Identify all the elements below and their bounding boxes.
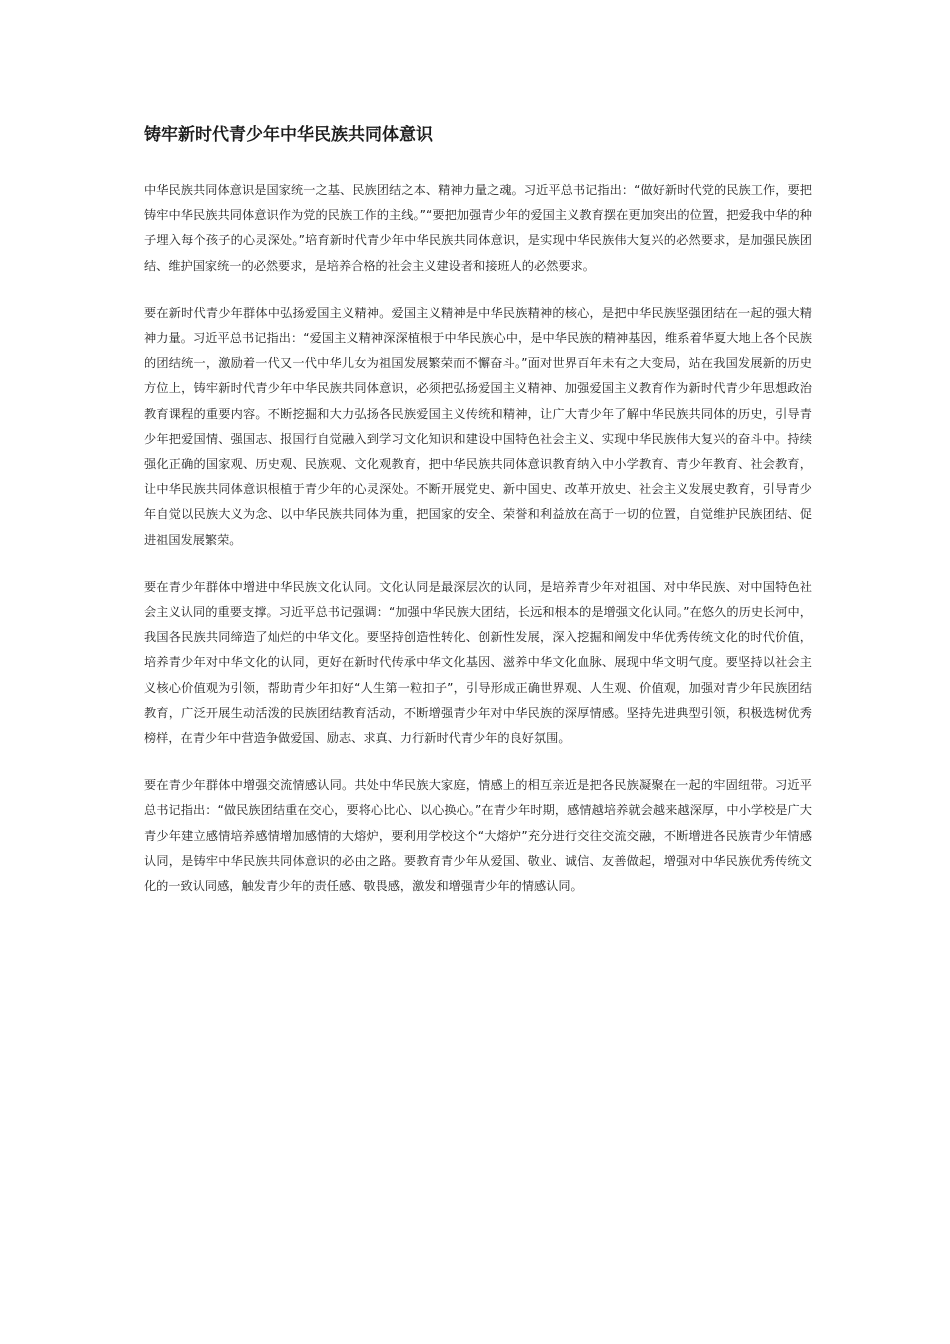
document-body	[144, 178, 812, 921]
paragraph-emotional-identity: 要在青少年群体中增强交流情感认同。共处中华民族大家庭，情感上的相互亲近是把各民族凝聚在一起的牢固纽带。习近平总书记指出：“做民族团结重在交心，要将心比心、以心换心。”在青少年时期，感情越培养就会越来越深厚，中小学校是广大青少年建立感情培养感情增加感情的大熔炉，要利用学校这个“大熔炉”充分进行交往交流交融，不断增进各民族青少年情感认同，是铸牢中华民族共同体意识的必由之路。要教育青少年从爱国、敬业、诚信、友善做起，增强对中华民族优秀传统文化的一致认同感，触发青少年的责任感、敬畏感，激发和增强青少年的情感认同。	[144, 778, 812, 894]
document-title: 铸牢新时代青少年中华民族共同体意识	[144, 125, 433, 145]
paragraph-patriotism: 要在新时代青少年群体中弘扬爱国主义精神。爱国主义精神是中华民族精神的核心，是把中华民族坚强团结在一起的强大精神力量。习近平总书记指出：“爱国主义精神深深植根于中华民族心中，是中华民族的精神基因，维系着华夏大地上各个民族的团结统一，激励着一代又一代中华儿女为祖国发展繁荣而不懈奋斗。”面对世界百年未有之大变局，站在我国发展新的历史方位上，铸牢新时代青少年中华民族共同体意识，必须把弘扬爱国主义精神、加强爱国主义教育作为新时代青少年思想政治教育课程的重要内容。不断挖掘和大力弘扬各民族爱国主义传统和精神，让广大青少年了解中华民族共同体的历史，引导青少年把爱国情、强国志、报国行自觉融入到学习文化知识和建设中国特色社会主义、实现中华民族伟大复兴的奋斗中。持续强化正确的国家观、历史观、民族观、文化观教育，把中华民族共同体意识教育纳入中小学教育、青少年教育、社会教育，让中华民族共同体意识根植于青少年的心灵深处。不断开展党史、新中国史、改革开放史、社会主义发展史教育，引导青少年自觉以民族大义为念、以中华民族共同体为重，把国家的安全、荣誉和利益放在高于一切的位置，自觉维护民族团结、促进祖国发展繁荣。	[144, 305, 812, 547]
paragraph-intro: 中华民族共同体意识是国家统一之基、民族团结之本、精神力量之魂。习近平总书记指出：“做好新时代党的民族工作，要把铸牢中华民族共同体意识作为党的民族工作的主线。”“要把加强青少年的爱国主义教育摆在更加突出的位置，把爱我中华的种子埋入每个孩子的心灵深处。”培育新时代青少年中华民族共同体意识，是实现中华民族伟大复兴的必然要求，是加强民族团结、维护国家统一的必然要求，是培养合格的社会主义建设者和接班人的必然要求。	[144, 183, 812, 273]
paragraph-cultural-identity: 要在青少年群体中增进中华民族文化认同。文化认同是最深层次的认同，是培养青少年对祖国、对中华民族、对中国特色社会主义认同的重要支撑。习近平总书记强调：“加强中华民族大团结，长远和根本的是增强文化认同。”在悠久的历史长河中，我国各民族共同缔造了灿烂的中华文化。要坚持创造性转化、创新性发展，深入挖掘和阐发中华优秀传统文化的时代价值，培养青少年对中华文化的认同，更好在新时代传承中华文化基因、滋养中华文化血脉、展现中华文明气度。要坚持以社会主义核心价值观为引领，帮助青少年扣好“人生第一粒扣子”，引导形成正确世界观、人生观、价值观，加强对青少年民族团结教育，广泛开展生动活泼的民族团结教育活动，不断增强青少年对中华民族的深厚情感。坚持先进典型引领，积极选树优秀榜样，在青少年中营造争做爱国、励志、求真、力行新时代青少年的良好氛围。	[144, 579, 812, 746]
